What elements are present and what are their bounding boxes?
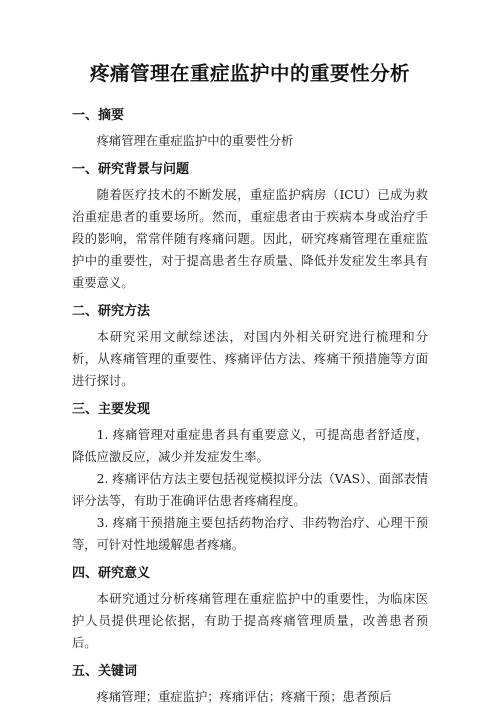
section-keywords xyxy=(72,662,428,708)
keywords-text: 疼痛管理；重症监护；疼痛评估；疼痛干预；患者预后 xyxy=(96,690,392,704)
section-significance xyxy=(72,564,428,654)
section-heading: 三、主要发现 xyxy=(72,402,151,417)
document-title: 疼痛管理在重症监护中的重要性分析 xyxy=(89,62,410,85)
section-paragraph: 本研究采用文献综述法，对国内外相关研究进行梳理和分析，从疼痛管理的重要性、疼痛评估方法、疼痛干预措施等方面进行探讨。 xyxy=(72,330,428,388)
section-heading: 二、研究方法 xyxy=(72,304,151,319)
section-heading: 一、摘要 xyxy=(72,108,125,123)
section-heading: 五、关键词 xyxy=(72,664,138,679)
section-paragraph: 疼痛管理在重症监护中的重要性分析 xyxy=(96,134,294,148)
finding-item: 1. 疼痛管理对重症患者具有重要意义，可提高患者舒适度，降低应激反应，减少并发症发生率。 xyxy=(72,428,428,464)
section-findings xyxy=(72,400,428,556)
section-heading: 一、研究背景与问题 xyxy=(72,162,190,177)
finding-item: 2. 疼痛评估方法主要包括视觉模拟评分法（VAS）、面部表情评分法等，有助于准确评估患者疼痛程度。 xyxy=(72,472,428,508)
section-background xyxy=(72,160,428,294)
section-abstract xyxy=(72,106,428,152)
section-methods xyxy=(72,302,428,392)
section-paragraph: 随着医疗技术的不断发展，重症监护病房（ICU）已成为救治重症患者的重要场所。然而，重症患者由于疾病本身或治疗手段的影响，常常伴随有疼痛问题。因此，研究疼痛管理在重症监护中的重要性，对于提高患者生存质量、降低并发症发生率具有重要意义。 xyxy=(72,188,428,290)
section-heading: 四、研究意义 xyxy=(72,566,151,581)
finding-item: 3. 疼痛干预措施主要包括药物治疗、非药物治疗、心理干预等，可针对性地缓解患者疼痛。 xyxy=(72,516,428,552)
section-paragraph: 本研究通过分析疼痛管理在重症监护中的重要性，为临床医护人员提供理论依据，有助于提高疼痛管理质量，改善患者预后。 xyxy=(72,592,428,650)
